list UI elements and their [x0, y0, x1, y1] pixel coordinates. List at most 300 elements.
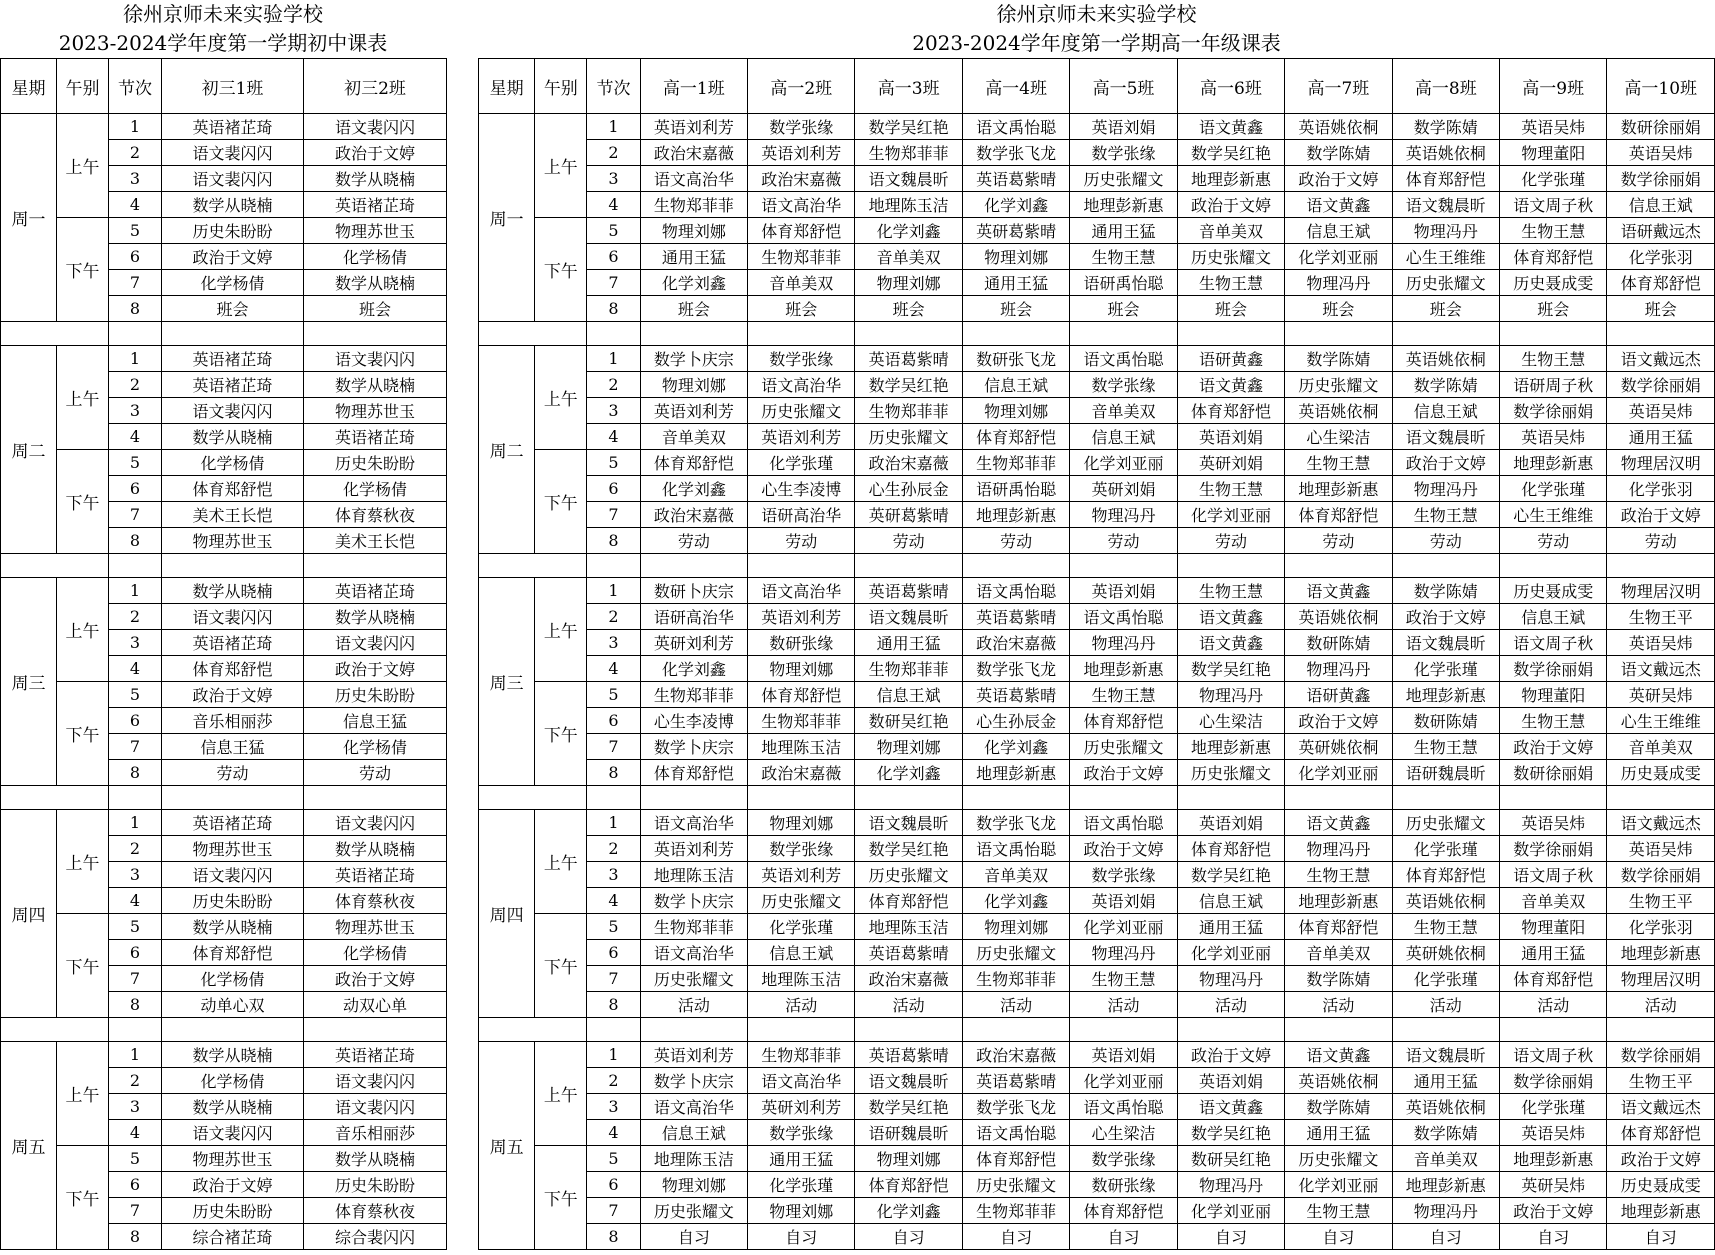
weekday-cell: 周三: [1, 578, 57, 786]
class-cell: 数学陈婧: [1285, 346, 1392, 372]
class-cell: 活动: [962, 992, 1069, 1018]
period-number: 4: [109, 424, 162, 450]
timetable-row: [1, 1042, 447, 1068]
separator-cell: [162, 786, 304, 810]
period-number: 1: [587, 1042, 640, 1068]
class-cell: 数学吴红艳: [855, 114, 962, 140]
class-cell: 英研吴炜: [1607, 682, 1715, 708]
period-number: 1: [587, 346, 640, 372]
separator-cell: [1070, 554, 1177, 578]
class-cell: 物理苏世玉: [162, 1146, 304, 1172]
timetable-row: [479, 1042, 1715, 1068]
class-cell: 地理陈玉洁: [640, 862, 747, 888]
class-cell: 心生梁洁: [1177, 708, 1284, 734]
timetable-row: [479, 218, 1715, 244]
period-number: 3: [109, 862, 162, 888]
column-header: 高一9班: [1500, 59, 1607, 114]
timetable-row: [479, 476, 1715, 502]
class-cell: 班会: [162, 296, 304, 322]
class-cell: 英语吴炜: [1607, 140, 1715, 166]
class-cell: 化学刘亚丽: [1070, 914, 1177, 940]
class-cell: 自习: [1500, 1224, 1607, 1250]
separator-cell: [1607, 322, 1715, 346]
class-cell: 通用王猛: [640, 244, 747, 270]
class-cell: 英研刘娟: [1070, 476, 1177, 502]
class-cell: 通用王猛: [855, 630, 962, 656]
column-header: 节次: [587, 59, 640, 114]
separator-cell: [1500, 786, 1607, 810]
class-cell: 生物王慧: [1500, 346, 1607, 372]
class-cell: 体育郑舒恺: [1285, 914, 1392, 940]
separator-cell: [1070, 786, 1177, 810]
class-cell: 语文禹怡聪: [1070, 604, 1177, 630]
timetable-row: [479, 656, 1715, 682]
class-cell: 化学张羽: [1607, 244, 1715, 270]
column-header: 星期: [1, 59, 57, 114]
timetable-row: [479, 734, 1715, 760]
separator-cell: [640, 1018, 747, 1042]
class-cell: 班会: [1070, 296, 1177, 322]
timetable-row: [479, 502, 1715, 528]
class-cell: 数学陈婧: [1285, 1094, 1392, 1120]
period-number: 7: [109, 502, 162, 528]
period-number: 8: [587, 296, 640, 322]
class-cell: 班会: [304, 296, 447, 322]
senior-school-name: 徐州京师未来实验学校: [996, 2, 1197, 26]
class-cell: 化学刘鑫: [855, 218, 962, 244]
weekday-cell: 周一: [479, 114, 535, 322]
class-cell: 音单美双: [1285, 940, 1392, 966]
separator-cell: [479, 554, 587, 578]
class-cell: 历史张耀文: [855, 862, 962, 888]
class-cell: 物理冯丹: [1177, 1172, 1284, 1198]
class-cell: 语文戴远杰: [1607, 346, 1715, 372]
class-cell: 物理居汉明: [1607, 578, 1715, 604]
class-cell: 音单美双: [1070, 398, 1177, 424]
class-cell: 化学刘鑫: [640, 656, 747, 682]
separator-cell: [587, 786, 640, 810]
class-cell: 历史聂成雯: [1500, 578, 1607, 604]
class-cell: 英语姚依桐: [1285, 398, 1392, 424]
class-cell: 语研魏晨昕: [855, 1120, 962, 1146]
class-cell: 语研高治华: [640, 604, 747, 630]
class-cell: 政治于文婷: [1070, 836, 1177, 862]
class-cell: 生物王慧: [1177, 476, 1284, 502]
class-cell: 英研葛紫晴: [855, 502, 962, 528]
class-cell: 数学张飞龙: [962, 810, 1069, 836]
class-cell: 物理冯丹: [1070, 502, 1177, 528]
period-number: 8: [587, 992, 640, 1018]
class-cell: 语文戴远杰: [1607, 810, 1715, 836]
class-cell: 语文黄鑫: [1177, 630, 1284, 656]
class-cell: 动双心单: [304, 992, 447, 1018]
class-cell: 语文裴闪闪: [304, 346, 447, 372]
class-cell: 历史张耀文: [1392, 810, 1499, 836]
afternoon-cell: 下午: [57, 914, 109, 1018]
day-separator-row: [1, 1018, 447, 1042]
period-number: 7: [109, 966, 162, 992]
class-cell: 数学徐丽娟: [1500, 398, 1607, 424]
class-cell: 语文黄鑫: [1285, 810, 1392, 836]
class-cell: 语文禹怡聪: [962, 836, 1069, 862]
class-cell: 政治宋嘉薇: [748, 166, 855, 192]
class-cell: 物理冯丹: [1285, 270, 1392, 296]
period-number: 8: [109, 760, 162, 786]
weekday-cell: 周四: [1, 810, 57, 1018]
period-number: 6: [587, 940, 640, 966]
day-separator-row: [479, 322, 1715, 346]
class-cell: 数研张缘: [1070, 1172, 1177, 1198]
day-separator-row: [479, 786, 1715, 810]
separator-cell: [1285, 1018, 1392, 1042]
class-cell: 音乐相丽莎: [162, 708, 304, 734]
class-cell: 自习: [1607, 1224, 1715, 1250]
timetable-row: [1, 682, 447, 708]
class-cell: 生物王平: [1607, 1068, 1715, 1094]
class-cell: 生物郑菲菲: [962, 966, 1069, 992]
class-cell: 物理冯丹: [1392, 476, 1499, 502]
class-cell: 物理刘娜: [640, 218, 747, 244]
separator-cell: [109, 322, 162, 346]
morning-cell: 上午: [535, 1042, 587, 1146]
class-cell: 化学张瑾: [748, 914, 855, 940]
class-cell: 语研高治华: [748, 502, 855, 528]
class-cell: 生物王慧: [1177, 578, 1284, 604]
period-number: 7: [109, 1198, 162, 1224]
class-cell: 音单美双: [640, 424, 747, 450]
class-cell: 语文高治华: [640, 166, 747, 192]
class-cell: 心生王维维: [1392, 244, 1499, 270]
class-cell: 地理陈玉洁: [748, 966, 855, 992]
class-cell: 劳动: [1607, 528, 1715, 554]
class-cell: 政治于文婷: [1500, 1198, 1607, 1224]
class-cell: 英语褚芷琦: [304, 1042, 447, 1068]
separator-cell: [748, 322, 855, 346]
separator-cell: [855, 322, 962, 346]
class-cell: 历史朱盼盼: [162, 1198, 304, 1224]
class-cell: 数学张缘: [1070, 140, 1177, 166]
class-cell: 数学徐丽娟: [1500, 836, 1607, 862]
class-cell: 音单美双: [1607, 734, 1715, 760]
class-cell: 政治于文婷: [1392, 450, 1499, 476]
class-cell: 物理刘娜: [855, 270, 962, 296]
period-number: 8: [109, 296, 162, 322]
separator-cell: [1500, 322, 1607, 346]
class-cell: 数学张缘: [1070, 372, 1177, 398]
class-cell: 地理彭新惠: [1177, 166, 1284, 192]
class-cell: 数学陈婧: [1285, 140, 1392, 166]
class-cell: 物理刘娜: [748, 656, 855, 682]
afternoon-cell: 下午: [535, 682, 587, 786]
class-cell: 数学卜庆宗: [640, 888, 747, 914]
class-cell: 英语褚芷琦: [304, 578, 447, 604]
class-cell: 英语刘利芳: [748, 140, 855, 166]
class-cell: 化学刘鑫: [962, 888, 1069, 914]
class-cell: 历史张耀文: [962, 940, 1069, 966]
class-cell: 语文魏晨昕: [855, 604, 962, 630]
class-cell: 物理冯丹: [1285, 656, 1392, 682]
class-cell: 心生王维维: [1607, 708, 1715, 734]
senior-title: [478, 0, 1715, 58]
class-cell: 物理冯丹: [1285, 836, 1392, 862]
class-cell: 自习: [1177, 1224, 1284, 1250]
class-cell: 数学陈婧: [1392, 578, 1499, 604]
class-cell: 历史朱盼盼: [162, 218, 304, 244]
class-cell: 班会: [1392, 296, 1499, 322]
class-cell: 信息王斌: [1070, 424, 1177, 450]
morning-cell: 上午: [535, 346, 587, 450]
class-cell: 动单心双: [162, 992, 304, 1018]
class-cell: 化学杨倩: [304, 244, 447, 270]
class-cell: 语文高治华: [748, 192, 855, 218]
class-cell: 生物郑菲菲: [855, 398, 962, 424]
senior-schedule-sheet: [478, 0, 1715, 1250]
class-cell: 心生王维维: [1500, 502, 1607, 528]
period-number: 5: [109, 450, 162, 476]
separator-cell: [640, 322, 747, 346]
class-cell: 英研姚依桐: [1392, 940, 1499, 966]
separator-cell: [304, 554, 447, 578]
class-cell: 信息王猛: [304, 708, 447, 734]
class-cell: 音乐相丽莎: [304, 1120, 447, 1146]
period-number: 5: [109, 682, 162, 708]
class-cell: 物理董阳: [1500, 914, 1607, 940]
class-cell: 劳动: [855, 528, 962, 554]
class-cell: 英语褚芷琦: [162, 630, 304, 656]
afternoon-cell: 下午: [57, 218, 109, 322]
class-cell: 物理冯丹: [1392, 218, 1499, 244]
class-cell: 英语褚芷琦: [304, 192, 447, 218]
timetable-row: [479, 966, 1715, 992]
weekday-cell: 周一: [1, 114, 57, 322]
column-header: 星期: [479, 59, 535, 114]
separator-cell: [962, 554, 1069, 578]
class-cell: 英语姚依桐: [1392, 1094, 1499, 1120]
class-cell: 心生李凌博: [748, 476, 855, 502]
class-cell: 数学陈婧: [1285, 966, 1392, 992]
class-cell: 语文禹怡聪: [1070, 346, 1177, 372]
senior-timetable: [478, 58, 1715, 1250]
class-cell: 历史张耀文: [855, 424, 962, 450]
class-cell: 英语褚芷琦: [162, 810, 304, 836]
class-cell: 班会: [1500, 296, 1607, 322]
class-cell: 化学刘鑫: [962, 734, 1069, 760]
timetable-row: [479, 140, 1715, 166]
period-number: 4: [109, 192, 162, 218]
class-cell: 化学刘亚丽: [1285, 244, 1392, 270]
class-cell: 英语刘娟: [1070, 888, 1177, 914]
class-cell: 物理刘娜: [962, 244, 1069, 270]
class-cell: 地理彭新惠: [962, 760, 1069, 786]
period-number: 1: [587, 114, 640, 140]
period-number: 1: [109, 346, 162, 372]
timetable-row: [479, 528, 1715, 554]
class-cell: 体育蔡秋夜: [304, 502, 447, 528]
class-cell: 历史张耀文: [1285, 1146, 1392, 1172]
period-number: 3: [109, 1094, 162, 1120]
class-cell: 英语刘娟: [1177, 424, 1284, 450]
class-cell: 语文黄鑫: [1177, 604, 1284, 630]
class-cell: 通用王猛: [1500, 940, 1607, 966]
class-cell: 地理彭新惠: [1392, 682, 1499, 708]
class-cell: 生物郑菲菲: [962, 450, 1069, 476]
class-cell: 英语葛紫晴: [962, 166, 1069, 192]
timetable-row: [479, 270, 1715, 296]
period-number: 4: [587, 424, 640, 450]
class-cell: 政治于文婷: [304, 966, 447, 992]
class-cell: 自习: [748, 1224, 855, 1250]
class-cell: 物理苏世玉: [304, 218, 447, 244]
timetable-row: [479, 296, 1715, 322]
column-header: 高一4班: [962, 59, 1069, 114]
period-number: 3: [109, 630, 162, 656]
period-number: 7: [109, 270, 162, 296]
class-cell: 政治宋嘉薇: [640, 502, 747, 528]
class-cell: 英语褚芷琦: [162, 372, 304, 398]
class-cell: 体育郑舒恺: [640, 450, 747, 476]
period-number: 8: [109, 528, 162, 554]
class-cell: 英语吴炜: [1500, 810, 1607, 836]
class-cell: 英语姚依桐: [1392, 888, 1499, 914]
class-cell: 英语刘利芳: [640, 114, 747, 140]
class-cell: 音单美双: [962, 862, 1069, 888]
separator-cell: [1177, 554, 1284, 578]
class-cell: 化学杨倩: [304, 734, 447, 760]
period-number: 2: [109, 140, 162, 166]
class-cell: 英语刘娟: [1177, 810, 1284, 836]
class-cell: 数学从晓楠: [162, 578, 304, 604]
class-cell: 英语刘娟: [1177, 1068, 1284, 1094]
separator-cell: [1177, 786, 1284, 810]
class-cell: 语研禹怡聪: [1070, 270, 1177, 296]
class-cell: 物理冯丹: [1070, 940, 1177, 966]
column-header: 高一8班: [1392, 59, 1499, 114]
class-cell: 生物王慧: [1070, 966, 1177, 992]
class-cell: 数研吴红艳: [1177, 1146, 1284, 1172]
separator-cell: [1, 786, 109, 810]
class-cell: 语文裴闪闪: [304, 630, 447, 656]
separator-cell: [304, 786, 447, 810]
class-cell: 政治于文婷: [304, 140, 447, 166]
class-cell: 体育郑舒恺: [1070, 708, 1177, 734]
morning-cell: 上午: [535, 810, 587, 914]
class-cell: 地理彭新惠: [1607, 1198, 1715, 1224]
separator-cell: [962, 1018, 1069, 1042]
separator-cell: [1285, 786, 1392, 810]
separator-cell: [479, 786, 587, 810]
class-cell: 英语褚芷琦: [304, 862, 447, 888]
class-cell: 语文黄鑫: [1285, 578, 1392, 604]
class-cell: 活动: [640, 992, 747, 1018]
class-cell: 政治于文婷: [1070, 760, 1177, 786]
class-cell: 美术王长恺: [304, 528, 447, 554]
junior-header-row: [1, 59, 447, 114]
period-number: 1: [109, 114, 162, 140]
timetable-row: [479, 424, 1715, 450]
class-cell: 历史张耀文: [1177, 244, 1284, 270]
separator-cell: [1607, 554, 1715, 578]
column-header: 午别: [57, 59, 109, 114]
afternoon-cell: 下午: [535, 218, 587, 322]
class-cell: 政治于文婷: [1607, 502, 1715, 528]
class-cell: 语文黄鑫: [1177, 1094, 1284, 1120]
column-header: 高一5班: [1070, 59, 1177, 114]
class-cell: 英语刘利芳: [640, 836, 747, 862]
class-cell: 政治宋嘉薇: [962, 630, 1069, 656]
class-cell: 化学张瑾: [1392, 656, 1499, 682]
class-cell: 化学刘亚丽: [1070, 450, 1177, 476]
class-cell: 英语吴炜: [1607, 630, 1715, 656]
class-cell: 综合裴闪闪: [304, 1224, 447, 1250]
class-cell: 化学张瑾: [748, 450, 855, 476]
class-cell: 音单美双: [1177, 218, 1284, 244]
class-cell: 生物王慧: [1500, 218, 1607, 244]
class-cell: 地理彭新惠: [1500, 1146, 1607, 1172]
period-number: 7: [587, 734, 640, 760]
class-cell: 信息王斌: [1500, 604, 1607, 630]
class-cell: 语文周子秋: [1500, 1042, 1607, 1068]
period-number: 3: [587, 166, 640, 192]
class-cell: 语研黄鑫: [1285, 682, 1392, 708]
class-cell: 信息王斌: [640, 1120, 747, 1146]
timetable-row: [479, 450, 1715, 476]
class-cell: 历史朱盼盼: [304, 1172, 447, 1198]
class-cell: 数研徐丽娟: [1607, 114, 1715, 140]
class-cell: 语文禹怡聪: [1070, 1094, 1177, 1120]
timetable-row: [479, 940, 1715, 966]
timetable-row: [1, 114, 447, 140]
class-cell: 数学吴红艳: [855, 1094, 962, 1120]
timetable-row: [479, 760, 1715, 786]
period-number: 2: [109, 604, 162, 630]
separator-cell: [1392, 322, 1499, 346]
class-cell: 语文黄鑫: [1285, 192, 1392, 218]
class-cell: 政治于文婷: [1285, 166, 1392, 192]
timetable-row: [479, 244, 1715, 270]
class-cell: 数学卜庆宗: [640, 734, 747, 760]
timetable-row: [1, 346, 447, 372]
class-cell: 英语刘利芳: [640, 398, 747, 424]
class-cell: 数学张飞龙: [962, 140, 1069, 166]
separator-cell: [109, 786, 162, 810]
separator-cell: [479, 1018, 587, 1042]
class-cell: 历史聂成雯: [1500, 270, 1607, 296]
class-cell: 英语姚依桐: [1285, 1068, 1392, 1094]
class-cell: 英语姚依桐: [1285, 114, 1392, 140]
class-cell: 语文魏晨昕: [1392, 630, 1499, 656]
period-number: 6: [587, 244, 640, 270]
column-header: 高一1班: [640, 59, 747, 114]
class-cell: 活动: [1177, 992, 1284, 1018]
class-cell: 数学张缘: [748, 836, 855, 862]
class-cell: 语文戴远杰: [1607, 656, 1715, 682]
class-cell: 音单美双: [855, 244, 962, 270]
class-cell: 劳动: [1500, 528, 1607, 554]
class-cell: 数学陈婧: [1392, 1120, 1499, 1146]
separator-cell: [640, 554, 747, 578]
class-cell: 生物郑菲菲: [962, 1198, 1069, 1224]
separator-cell: [1392, 786, 1499, 810]
class-cell: 英语吴炜: [1500, 1120, 1607, 1146]
class-cell: 生物郑菲菲: [748, 1042, 855, 1068]
class-cell: 化学张瑾: [1500, 166, 1607, 192]
class-cell: 劳动: [1392, 528, 1499, 554]
class-cell: 政治于文婷: [162, 244, 304, 270]
period-number: 3: [587, 1094, 640, 1120]
class-cell: 政治于文婷: [1177, 192, 1284, 218]
class-cell: 历史聂成雯: [1607, 760, 1715, 786]
timetable-row: [479, 682, 1715, 708]
